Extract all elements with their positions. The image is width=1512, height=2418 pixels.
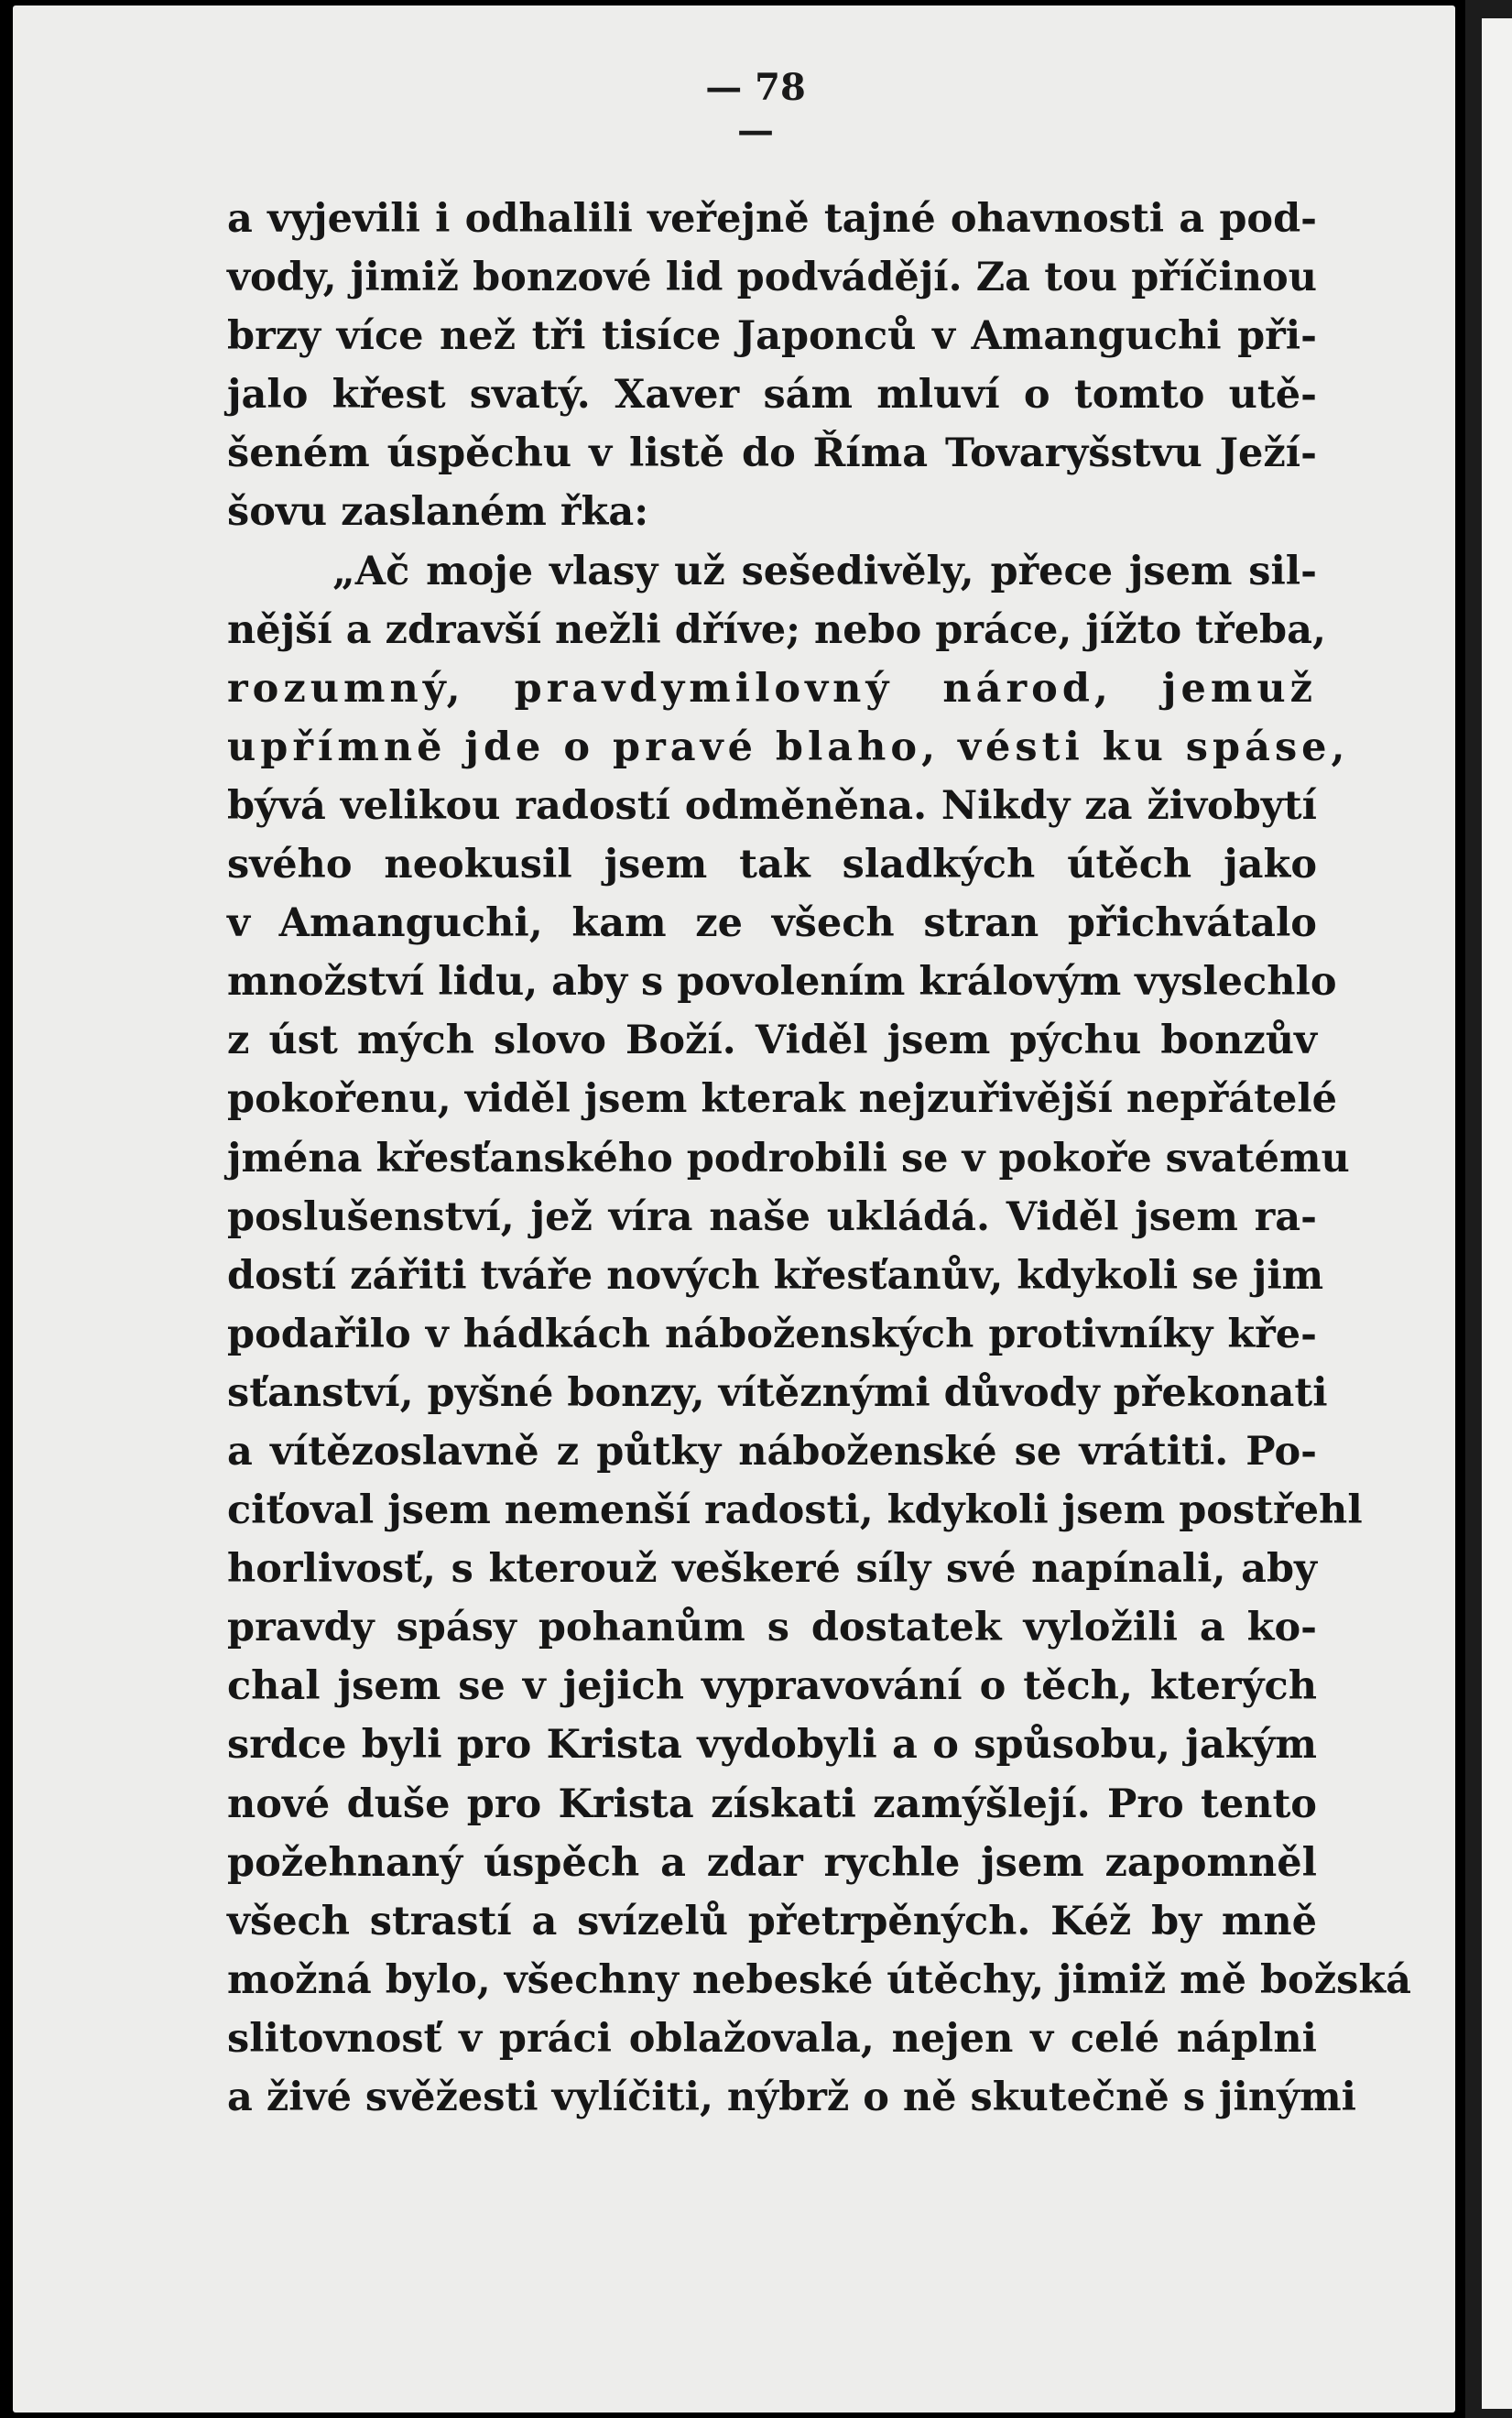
text-line: v Amanguchi, kam ze všech stran přichvátalo [227, 900, 1317, 947]
text-line: rozumný, pravdymilovný národ, jemuž [227, 665, 1317, 712]
body-text [227, 190, 1412, 2127]
text-line: a vítězoslavně z půtky náboženské se vrátiti. Po- [227, 1428, 1317, 1475]
text-line: chal jsem se v jejich vypravování o těch, kterých [227, 1663, 1317, 1710]
next-page-edge [1482, 18, 1512, 2409]
text-line: šeném úspěchu v listě do Říma Tovaryšstvu Ježí- [227, 430, 1317, 477]
text-line: sťanství, pyšné bonzy, vítěznými důvody překonati [227, 1369, 1328, 1416]
text-line: a živé svěžesti vylíčiti, nýbrž o ně skutečně s jinými [227, 2075, 1356, 2120]
text-line: nové duše pro Krista získati zamýšlejí. Pro tento [227, 1781, 1317, 1827]
text-line: šovu zaslaném řka: [227, 489, 649, 536]
text-line: slitovnosť v práci oblažovala, nejen v celé náplni [227, 2015, 1317, 2062]
text-line: upřímně jde o pravé blaho, vésti ku spáse, [227, 724, 1350, 770]
text-line: podařilo v hádkách náboženských protivníky kře- [227, 1311, 1317, 1357]
text-line: dostí zářiti tváře nových křesťanův, kdykoli se jim [227, 1252, 1324, 1299]
text-line: nější a zdravší nežli dříve; nebo práce, jížto třeba, [227, 606, 1326, 653]
page-number: — 78 — [705, 66, 806, 152]
text-line: srdce byli pro Krista vydobyli a o spůsobu, jakým [227, 1722, 1317, 1769]
text-line: množství lidu, aby s povolením královým vyslechlo [227, 959, 1337, 1006]
text-line: horlivosť, s kterouž veškeré síly své napínali, aby [227, 1546, 1317, 1593]
text-line: brzy více než tři tisíce Japonců v Amanguchi při- [227, 313, 1317, 360]
text-line: vody, jimiž bonzové lid podvádějí. Za tou příčinou [227, 255, 1317, 301]
text-line: svého neokusil jsem tak sladkých útěch jako [227, 842, 1317, 888]
text-line: požehnaný úspěch a zdar rychle jsem zapomněl [227, 1839, 1317, 1886]
text-line: a vyjevili i odhalili veřejně tajné ohavnosti a pod- [227, 196, 1317, 242]
text-line: jména křesťanského podrobili se v pokoře svatému [227, 1135, 1350, 1182]
text-line: „Ač moje vlasy už sešedivěly, přece jsem sil- [332, 548, 1317, 594]
text-line: pravdy spásy pohanům s dostatek vyložili a ko- [227, 1605, 1317, 1651]
text-line: jalo křest svatý. Xaver sám mluví o tomto utě- [227, 372, 1317, 419]
text-line: z úst mých slovo Boží. Viděl jsem pýchu bonzův [227, 1018, 1317, 1064]
text-line: poslušenství, jež víra naše ukládá. Viděl jsem ra- [227, 1193, 1317, 1240]
text-line: možná bylo, všechny nebeské útěchy, jimiž mě božská [227, 1956, 1412, 2003]
text-line: pokořenu, viděl jsem kterak nejzuřivější nepřátelé [227, 1076, 1338, 1123]
text-line: bývá velikou radostí odměněna. Nikdy za živobytí [227, 782, 1317, 829]
text-line: všech strastí a svízelů přetrpěných. Kéž by mně [227, 1898, 1317, 1944]
text-line: ciťoval jsem nemenší radosti, kdykoli jsem postřehl [227, 1487, 1363, 1534]
